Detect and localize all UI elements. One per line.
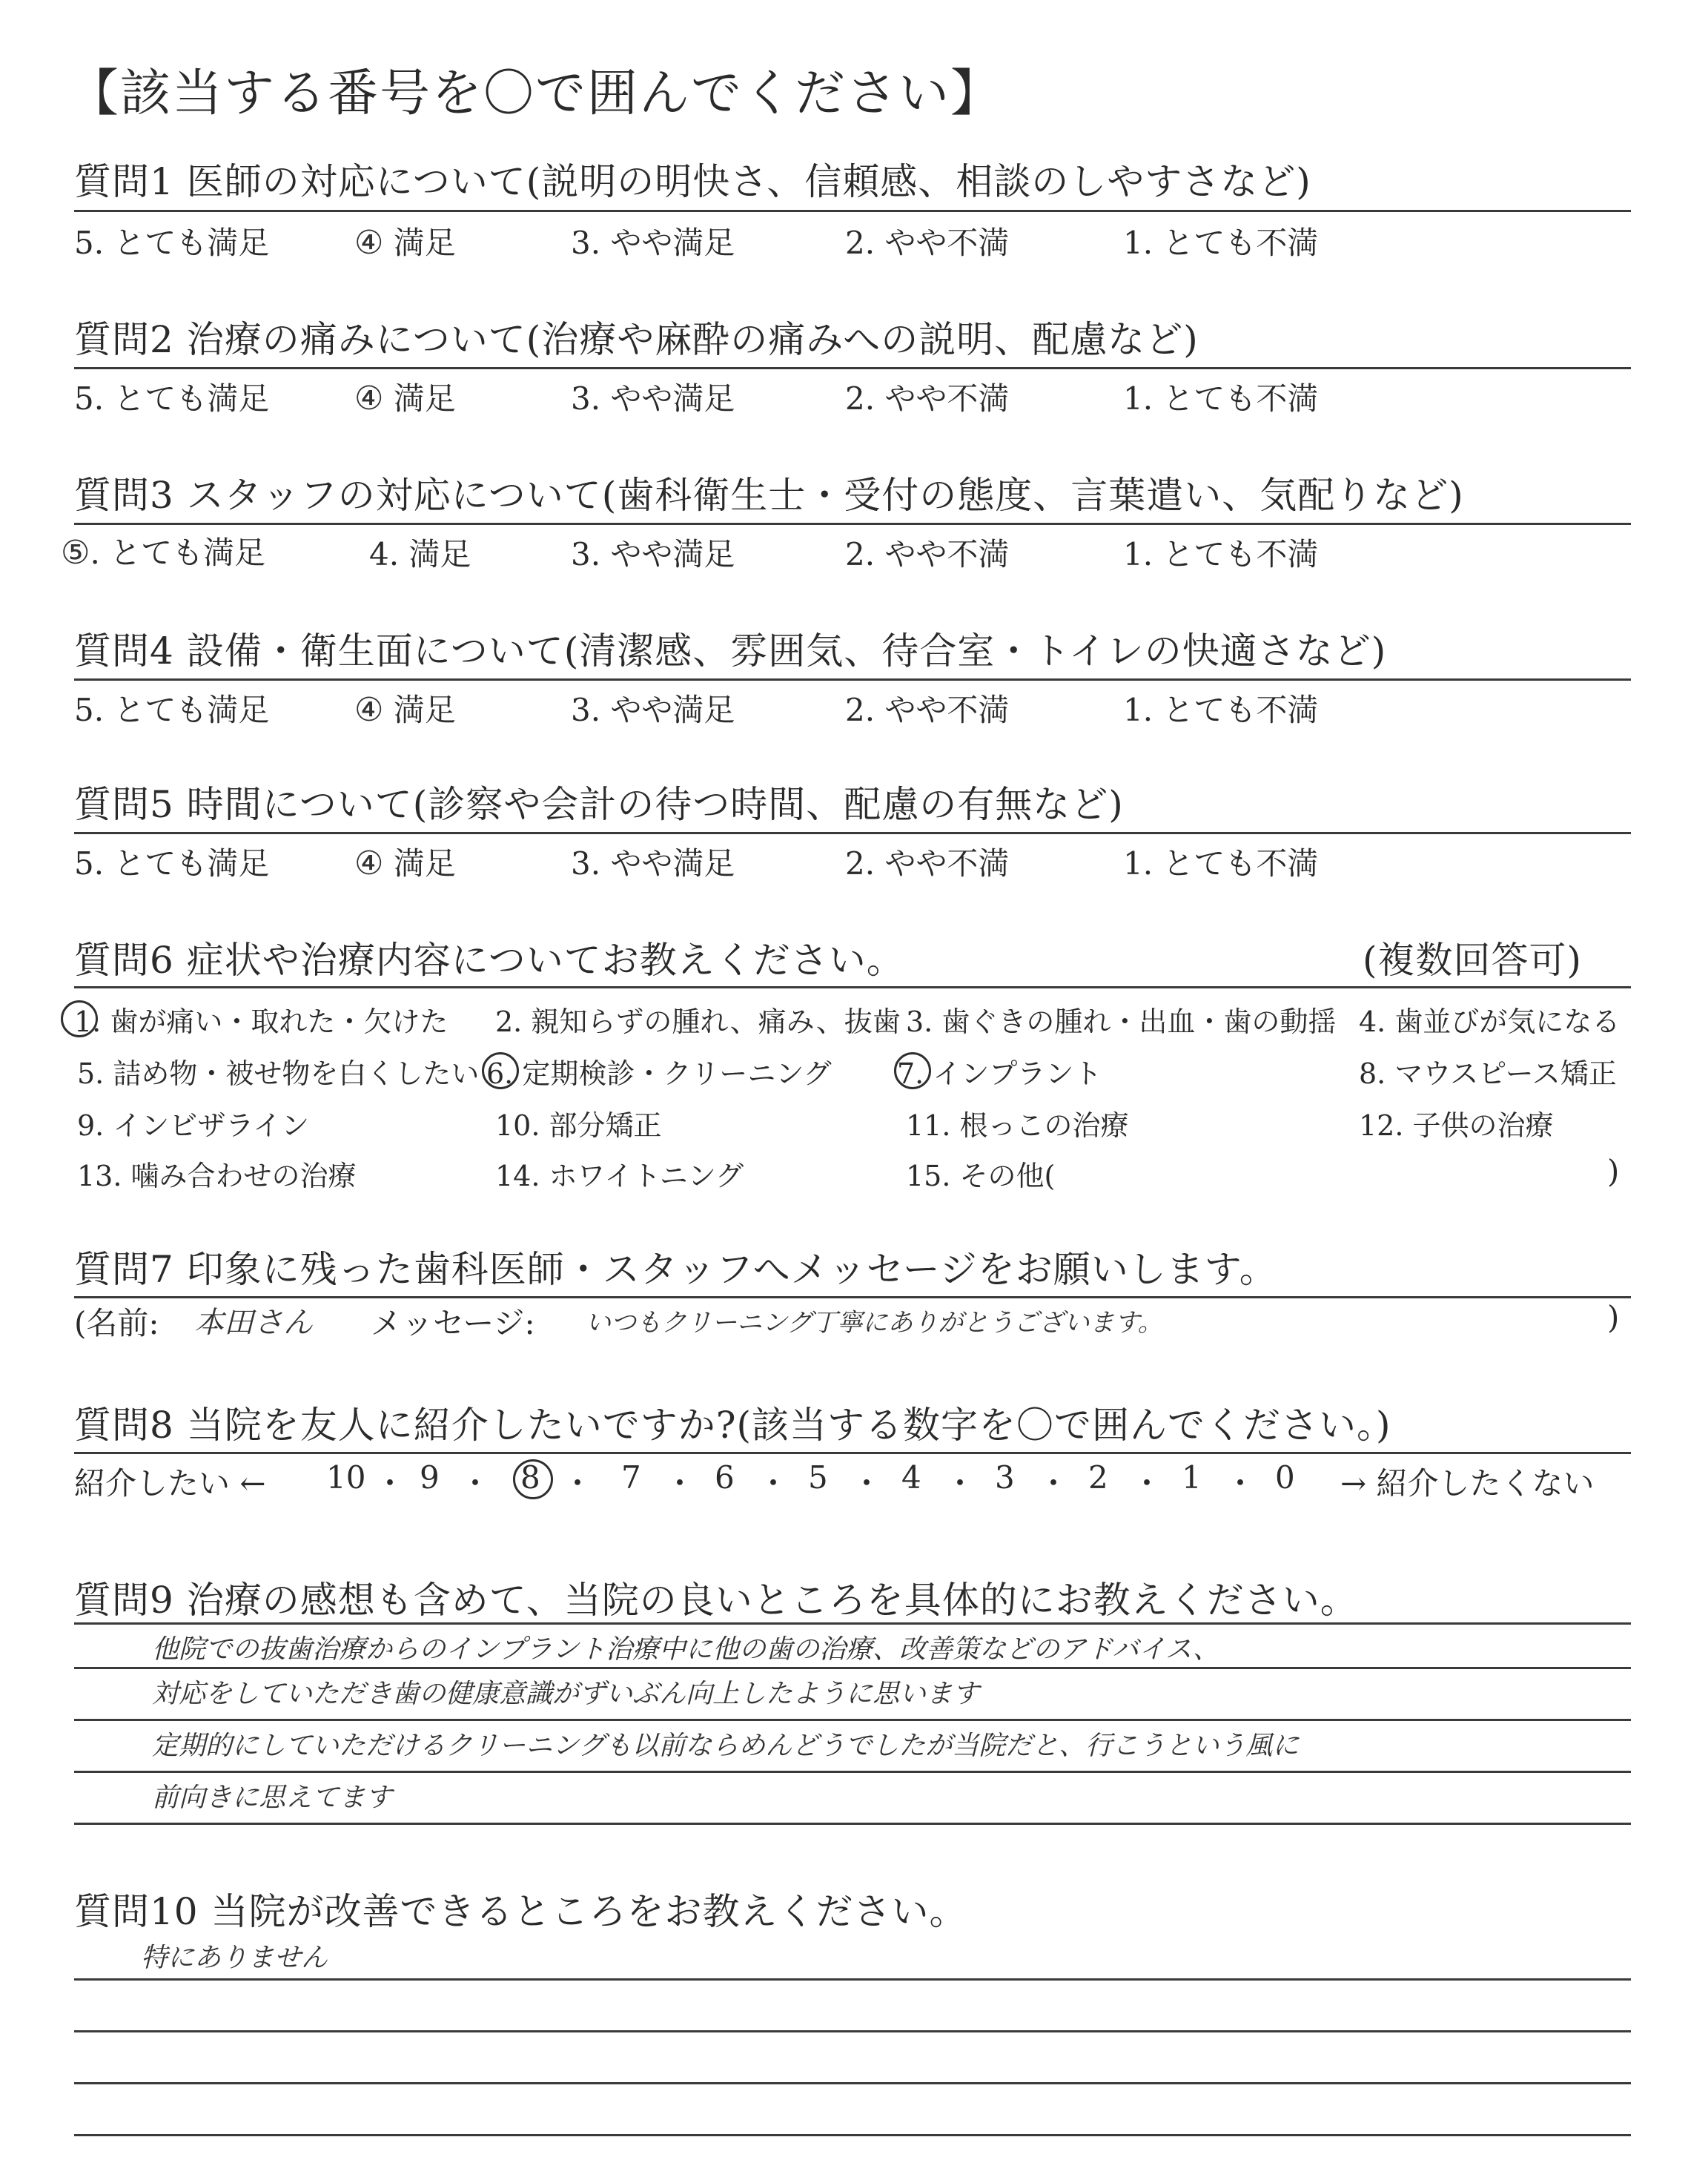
q4-circled-number: ④	[354, 691, 384, 729]
q6-item-7[interactable]: 7. インプラント	[897, 1057, 1102, 1090]
q6-item-6-circle-mark	[482, 1052, 519, 1089]
q10-rule-4	[74, 2134, 1631, 2136]
q8-dot: ・	[460, 1465, 491, 1502]
q4-rule	[74, 678, 1631, 681]
q5-option-2[interactable]: 2. やや不満	[845, 845, 1010, 882]
q6-item-11[interactable]: 11. 根っこの治療	[906, 1109, 1129, 1142]
q1-option-1[interactable]: 1. とても不満	[1123, 225, 1319, 261]
q9-answer-line-2[interactable]: 対応をしていただき歯の健康意識がずいぶん向上したように思います	[152, 1679, 980, 1709]
q7-message-label: メッセージ:	[371, 1305, 535, 1341]
q6-item-15-close-paren: )	[1607, 1153, 1620, 1189]
q9-rule-3	[74, 1719, 1631, 1721]
q8-dot: ・	[944, 1465, 976, 1502]
q8-dot: ・	[758, 1465, 790, 1502]
q8-rule	[74, 1452, 1631, 1454]
q9-answer-line-3[interactable]: 定期的にしていただけるクリーニングも以前ならめんどうでしたが当院だと、行こうという風に	[152, 1731, 1300, 1761]
q8-dot: ・	[1131, 1465, 1163, 1502]
q8-right-label: → 紹介したくない	[1340, 1465, 1595, 1502]
q3-circled-number: ⑤	[61, 534, 90, 572]
q6-item-13[interactable]: 13. 噛み合わせの治療	[77, 1160, 357, 1192]
q4-option-5[interactable]: 5. とても満足	[74, 692, 270, 728]
q9-answer-line-4[interactable]: 前向きに思えてます	[152, 1783, 393, 1813]
q10-rule-1	[74, 1978, 1631, 1981]
q9-heading: 質問9 治療の感想も含めて、当院の良いところを具体的にお教えください。	[74, 1579, 1358, 1622]
q8-score-2[interactable]: 2	[1088, 1459, 1108, 1496]
q5-option-4-label: 満足	[393, 845, 456, 882]
q8-score-5[interactable]: 5	[808, 1459, 828, 1496]
q8-score-9[interactable]: 9	[420, 1459, 440, 1496]
q6-item-4[interactable]: 4. 歯並びが気になる	[1359, 1005, 1621, 1038]
q3-option-3[interactable]: 3. やや満足	[571, 536, 735, 572]
q9-rule-4	[74, 1771, 1631, 1773]
q2-option-4-label: 満足	[393, 380, 456, 417]
q8-heading: 質問8 当院を友人に紹介したいですか?(該当する数字を〇で囲んでください。)	[74, 1404, 1391, 1447]
q2-option-4[interactable]	[354, 374, 456, 419]
q3-heading: 質問3 スタッフの対応について(歯科衛生士・受付の態度、言葉遣い、気配りなど)	[74, 474, 1464, 517]
q8-score-0[interactable]: 0	[1275, 1459, 1295, 1496]
q4-option-3[interactable]: 3. やや満足	[571, 692, 735, 728]
q10-rule-3	[74, 2082, 1631, 2084]
q8-score-1[interactable]: 1	[1182, 1459, 1202, 1496]
q10-heading: 質問10 当院が改善できるところをお教えください。	[74, 1890, 967, 1933]
q5-option-1[interactable]: 1. とても不満	[1123, 845, 1319, 882]
q7-name-value[interactable]: 本田さん	[194, 1306, 313, 1340]
q7-close-paren: )	[1607, 1299, 1620, 1335]
q3-option-4[interactable]: 4. 満足	[369, 536, 471, 572]
q6-item-1-circle-mark	[61, 1000, 98, 1037]
q1-option-2[interactable]: 2. やや不満	[845, 225, 1010, 261]
q9-rule-5	[74, 1823, 1631, 1825]
q8-score-6[interactable]: 6	[715, 1459, 735, 1496]
q6-item-12[interactable]: 12. 子供の治療	[1359, 1109, 1554, 1142]
q6-item-6[interactable]: 6. 定期検診・クリーニング	[486, 1057, 832, 1090]
q6-item-14[interactable]: 14. ホワイトニング	[495, 1160, 744, 1192]
q5-heading: 質問5 時間について(診察や会計の待つ時間、配慮の有無など)	[74, 783, 1124, 826]
q5-circled-number: ④	[354, 845, 384, 882]
q3-option-5-label: . とても満足	[90, 535, 266, 571]
q8-dot: ・	[851, 1465, 883, 1502]
q9-answer-line-1[interactable]: 他院での抜歯治療からのインプラント治療中に他の歯の治療、改善策などのアドバイス、	[152, 1634, 1220, 1665]
q1-circled-number: ④	[354, 224, 384, 262]
q4-option-2[interactable]: 2. やや不満	[845, 692, 1010, 728]
q3-option-1[interactable]: 1. とても不満	[1123, 536, 1319, 572]
q8-score-7[interactable]: 7	[621, 1459, 641, 1496]
q10-answer-line-1[interactable]: 特にありません	[141, 1943, 328, 1973]
q10-rule-2	[74, 2030, 1631, 2032]
q3-option-2[interactable]: 2. やや不満	[845, 536, 1010, 572]
q8-dot: ・	[1038, 1465, 1070, 1502]
q1-option-4-label: 満足	[393, 225, 456, 261]
q6-rule	[74, 986, 1631, 988]
q5-option-4[interactable]	[354, 839, 456, 884]
q7-rule	[74, 1296, 1631, 1298]
q6-item-8[interactable]: 8. マウスピース矯正	[1359, 1057, 1617, 1090]
q1-rule	[74, 210, 1631, 212]
q8-dot: ・	[374, 1465, 406, 1502]
q4-option-4-label: 満足	[393, 692, 456, 728]
q9-rule-2	[74, 1667, 1631, 1669]
q8-dot: ・	[664, 1465, 696, 1502]
q5-rule	[74, 832, 1631, 834]
q8-dot: ・	[1225, 1465, 1257, 1502]
q6-item-9[interactable]: 9. インビザライン	[77, 1109, 310, 1142]
q2-option-2[interactable]: 2. やや不満	[845, 380, 1010, 417]
q8-left-label: 紹介したい ←	[74, 1465, 266, 1502]
q8-score-8[interactable]: 8	[520, 1459, 540, 1496]
q2-circled-number: ④	[354, 380, 384, 417]
q2-rule	[74, 367, 1631, 369]
q7-heading: 質問7 印象に残った歯科医師・スタッフへメッセージをお願いします。	[74, 1248, 1277, 1291]
q6-heading: 質問6 症状や治療内容についてお教えください。	[74, 939, 904, 982]
q8-score-4[interactable]: 4	[901, 1459, 921, 1496]
q5-option-5[interactable]: 5. とても満足	[74, 845, 270, 882]
q6-item-15[interactable]: 15. その他(	[906, 1160, 1056, 1192]
q1-option-3[interactable]: 3. やや満足	[571, 225, 735, 261]
q4-option-1[interactable]: 1. とても不満	[1123, 692, 1319, 728]
q6-item-7-circle-mark	[894, 1052, 931, 1089]
page-title: 【該当する番号を〇で囲んでください】	[68, 65, 1003, 123]
q9-rule-1	[74, 1622, 1631, 1625]
q5-option-3[interactable]: 3. やや満足	[571, 845, 735, 882]
q6-item-2[interactable]: 2. 親知らずの腫れ、痛み、抜歯	[495, 1005, 901, 1038]
q8-score-3[interactable]: 3	[995, 1459, 1015, 1496]
q4-heading: 質問4 設備・衛生面について(清潔感、雰囲気、待合室・トイレの快適さなど)	[74, 630, 1387, 673]
q6-item-10[interactable]: 10. 部分矯正	[495, 1109, 662, 1142]
q8-score-10[interactable]: 10	[326, 1459, 366, 1496]
q2-option-5[interactable]: 5. とても満足	[74, 380, 270, 417]
q2-option-1[interactable]: 1. とても不満	[1123, 380, 1319, 417]
q6-multi-answer-note: (複数回答可)	[1363, 939, 1583, 982]
q1-heading: 質問1 医師の対応について(説明の明快さ、信頼感、相談のしやすさなど)	[74, 160, 1311, 203]
q3-option-5[interactable]	[61, 529, 265, 573]
q2-heading: 質問2 治療の痛みについて(治療や麻酔の痛みへの説明、配慮など)	[74, 318, 1199, 361]
q3-rule	[74, 523, 1631, 525]
q8-dot: ・	[562, 1465, 594, 1502]
q6-item-3[interactable]: 3. 歯ぐきの腫れ・出血・歯の動揺	[906, 1005, 1337, 1038]
q6-item-5[interactable]: 5. 詰め物・被せ物を白くしたい	[77, 1057, 480, 1090]
q6-item-1[interactable]: 1. 歯が痛い・取れた・欠けた	[74, 1005, 448, 1038]
q7-message-value[interactable]: いつもクリーニング丁寧にありがとうございます。	[586, 1308, 1163, 1338]
q2-option-3[interactable]: 3. やや満足	[571, 380, 735, 417]
q1-option-5[interactable]: 5. とても満足	[74, 225, 270, 261]
q8-score-8-circle-mark	[513, 1459, 553, 1499]
q4-option-4[interactable]	[354, 686, 456, 730]
q7-name-label: (名前:	[74, 1305, 159, 1341]
q1-option-4[interactable]	[354, 219, 456, 263]
